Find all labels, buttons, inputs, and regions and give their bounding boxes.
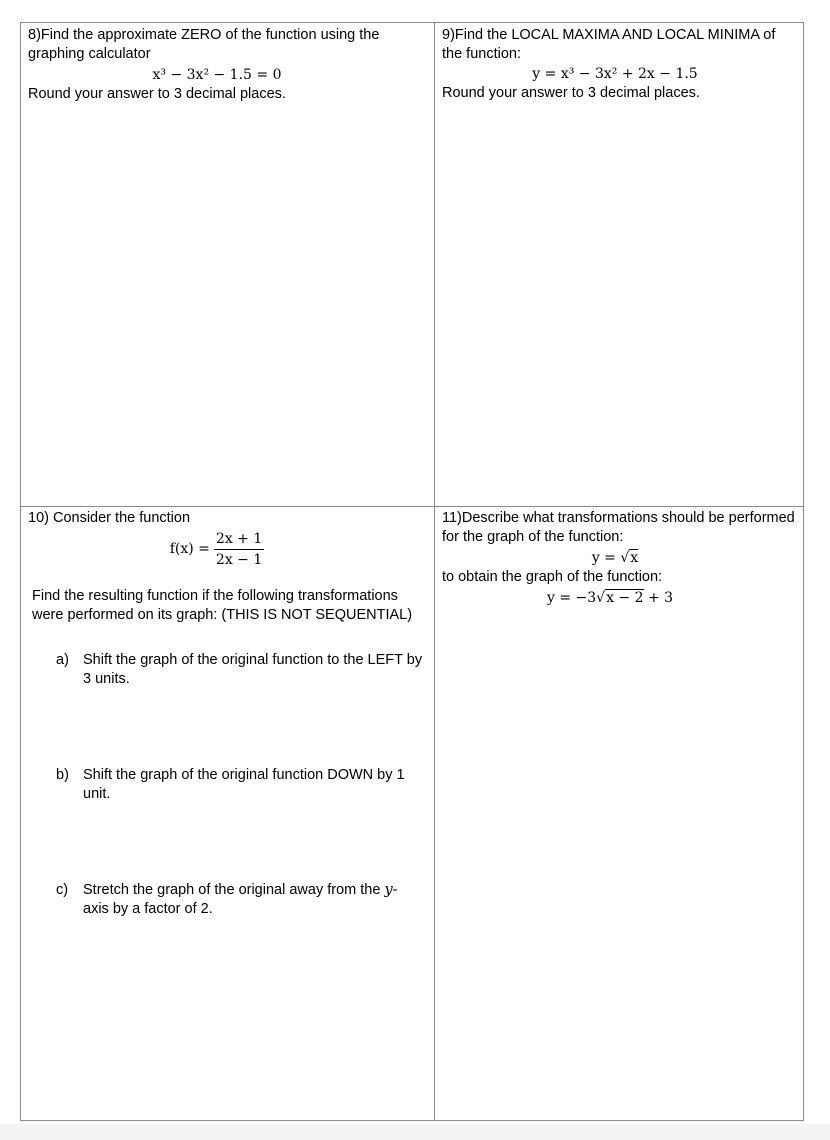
worksheet-grid xyxy=(20,22,804,1121)
row-divider xyxy=(21,506,803,507)
q11-eq2-radicand: x − 2 xyxy=(606,590,644,606)
q8-instruction: Round your answer to 3 decimal places. xyxy=(28,86,286,102)
q11-eq2-right: + 3 xyxy=(643,590,674,606)
q11-eq1-left: y = xyxy=(591,550,621,566)
question-10 xyxy=(28,509,426,919)
sqrt-icon: √ xyxy=(620,550,630,566)
q10-fraction xyxy=(214,530,264,569)
column-divider xyxy=(434,23,435,1120)
q10-item-c-label: c) xyxy=(56,882,69,898)
q11-prompt: 11)Describe what transformations should be performed for the graph of the function: xyxy=(442,510,795,545)
q11-equation-1 xyxy=(432,549,798,568)
q10-item-c xyxy=(28,881,426,919)
question-9 xyxy=(442,26,798,103)
q10-numerator: 2x + 1 xyxy=(214,530,264,550)
q11-middle: to obtain the graph of the function: xyxy=(442,569,663,585)
q9-instruction: Round your answer to 3 decimal places. xyxy=(442,85,700,101)
q10-fx-label: f(x) = xyxy=(169,541,210,557)
q10-function xyxy=(8,530,426,569)
q11-equation-2 xyxy=(422,589,798,608)
q10-item-c-text-before: Stretch the graph of the original away from the xyxy=(83,882,381,898)
q11-eq2-left: y = −3 xyxy=(546,590,597,606)
question-8 xyxy=(28,26,426,104)
q10-intro: Find the resulting function if the following transformations were performed on its graph: (THIS IS NOT SEQUENTIAL) xyxy=(32,588,413,623)
q10-item-a xyxy=(28,651,426,689)
question-11 xyxy=(442,509,798,608)
q10-item-b-text: Shift the graph of the original function DOWN by 1 unit. xyxy=(83,767,405,802)
page-bottom-strip xyxy=(0,1124,830,1140)
q10-item-b xyxy=(28,766,426,804)
q10-denominator: 2x − 1 xyxy=(215,552,263,568)
q10-prompt: 10) Consider the function xyxy=(28,510,191,526)
q8-equation: x³ − 3x² − 1.5 = 0 xyxy=(152,67,282,83)
q11-eq1-radicand: x xyxy=(630,550,639,566)
q10-item-b-label: b) xyxy=(56,767,69,783)
q10-item-a-label: a) xyxy=(56,652,69,668)
q10-item-a-text: Shift the graph of the original function to the LEFT by 3 units. xyxy=(83,652,423,687)
q9-equation: y = x³ − 3x² + 2x − 1.5 xyxy=(532,66,698,82)
q10-item-c-text-after: axis by a factor of 2. xyxy=(83,901,213,917)
q10-item-c-var: y- xyxy=(384,882,398,898)
q8-prompt: 8)Find the approximate ZERO of the function using the graphing calculator xyxy=(28,27,380,62)
sqrt-icon: √ xyxy=(596,590,606,606)
q9-prompt: 9)Find the LOCAL MAXIMA AND LOCAL MINIMA of the function: xyxy=(442,27,776,62)
